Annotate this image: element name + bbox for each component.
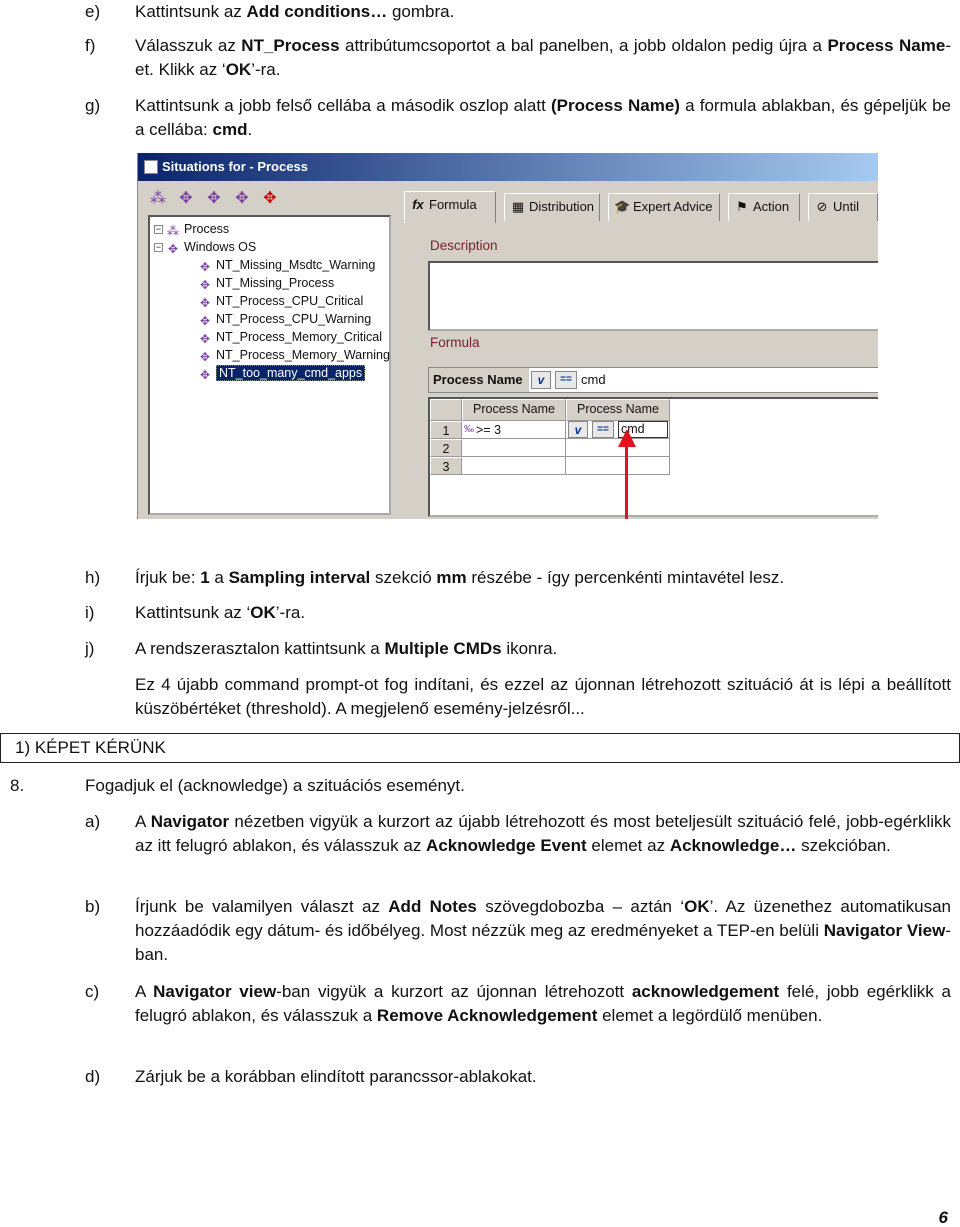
item-label: i) (85, 603, 95, 622)
text-run: nézetben vigyük a kurzort az újabb létrehozott és most beteljesült szituáció felé, jobb-egérklikk az itt felugró ablakon, és válasszuk az (135, 812, 951, 855)
tree-node-situation[interactable]: ✥ NT_Process_Memory_Warning (199, 348, 390, 364)
text-run: ’-ra. (275, 603, 306, 622)
situation-icon: ✥ (199, 314, 211, 328)
until-icon: ⊘ (816, 199, 828, 214)
create-situation-icon[interactable]: ✥ (179, 190, 193, 207)
row-number: 3 (430, 457, 462, 475)
item-text (135, 601, 951, 625)
tree-node-situation[interactable]: ✥ NT_Process_CPU_Warning (199, 312, 372, 328)
text-run: -ban vigyük a kurzort az újonnan létrehozott (276, 982, 632, 1001)
operator-button[interactable]: == (555, 371, 577, 389)
list-item-e (85, 0, 951, 24)
text-run: ’. Az üzenethez automatikusan hozzáadódik egy dátum- és időbélyeg. Most nézzük meg az eredményeket a TEP-en belüli (135, 897, 951, 940)
delete-situation-icon[interactable]: ✥ (263, 190, 277, 207)
item-text (135, 0, 951, 24)
bold-term: 1 (200, 568, 210, 587)
graduation-cap-icon: 🎓 (614, 199, 631, 214)
tab-expert-advice[interactable]: 🎓 Expert Advice (608, 193, 720, 221)
tree-node-situation[interactable]: ✥ NT_Process_CPU_Critical (199, 294, 364, 310)
red-arrow-shaft (625, 443, 628, 519)
text-run: Kattintsunk a jobb felső cellába a második oszlop alatt (135, 96, 551, 115)
situation-tool-icon[interactable]: ✥ (235, 190, 249, 207)
bold-term: cmd (212, 120, 248, 139)
cell-input-value[interactable]: cmd (618, 421, 668, 438)
tab-action[interactable]: ⚑ Action (728, 193, 800, 221)
text-run: ikonra. (501, 639, 558, 658)
item-label: j) (85, 639, 95, 658)
text-run: -ban. (135, 921, 951, 964)
item-label: a) (85, 812, 101, 831)
grid-cell[interactable]: ‰ >= 3 (462, 421, 566, 439)
bold-term: Add Notes (388, 897, 477, 916)
condition-icon: ‰ (464, 424, 474, 435)
window-icon (144, 160, 158, 174)
item-label: g) (85, 96, 101, 115)
formula-value: cmd (581, 372, 606, 387)
bold-term: OK (250, 603, 276, 622)
item-label: b) (85, 897, 101, 916)
text-run: a (209, 568, 229, 587)
text-run: szekcióban. (796, 836, 891, 855)
text-run: -et. Klikk az ‘ (135, 36, 951, 79)
formula-label: Formula (430, 335, 480, 350)
bold-term: NT_Process (241, 36, 340, 55)
item-label: d) (85, 1067, 101, 1086)
bold-term: Navigator View (823, 921, 946, 940)
distribution-icon: ▦ (511, 199, 525, 214)
bold-term: Multiple CMDs (384, 639, 502, 658)
grid-header[interactable]: Process Name (566, 399, 670, 421)
step-heading (10, 774, 950, 798)
situation-icon: ✥ (199, 350, 211, 364)
text-run: részébe - így percenkénti mintavétel lesz. (466, 568, 785, 587)
note-text: Ez 4 újabb command prompt-ot fog indítani, és ezzel az újonnan létrehozott szituáció át is lépi a beállított küszöbértéket (threshold). A megjelenő esemény-jelzésről... (135, 675, 951, 718)
text-run: elemet a legördülő menüben. (597, 1006, 823, 1025)
description-label: Description (430, 238, 498, 253)
situation-toolbar-icon[interactable]: ⁂ (150, 190, 166, 207)
bold-term: Acknowledge Event (426, 836, 587, 855)
tree-node-group[interactable]: − ✥ Windows OS (155, 240, 257, 256)
item-text (135, 1065, 951, 1089)
situation-icon: ✥ (199, 296, 211, 310)
process-folder-icon: ⁂ (167, 224, 179, 238)
text-run: szekció (370, 568, 437, 587)
text-run: Kattintsunk az (135, 2, 247, 21)
item-label: c) (85, 982, 100, 1001)
list-item-b (85, 895, 951, 967)
situation-icon: ✥ (199, 278, 211, 292)
text-run: ’-ra. (251, 60, 281, 79)
item-text (135, 980, 951, 1028)
text-run: szövegdobozba – aztán ‘ (476, 897, 685, 916)
situation-tree[interactable] (148, 215, 391, 515)
item-text (135, 34, 951, 82)
list-item-h (85, 566, 951, 590)
bold-term: (Process Name) (550, 96, 680, 115)
window-titlebar (138, 153, 878, 181)
formula-grid[interactable] (428, 397, 878, 517)
step-text: Fogadjuk el (acknowledge) a szituációs eseményt. (85, 776, 465, 795)
action-icon: ⚑ (736, 199, 748, 214)
tree-node-situation[interactable]: ✥ NT_Process_Memory_Critical (199, 330, 383, 346)
bold-term: mm (436, 568, 467, 587)
window-title: Situations for - Process (162, 159, 308, 174)
text-run: felé, jobb egérklikk a felugró ablakon, és válasszuk a (135, 982, 951, 1025)
collapse-icon[interactable]: − (155, 242, 162, 252)
step-number: 8. (10, 776, 25, 795)
tree-node-situation-selected[interactable]: ✥ NT_too_many_cmd_apps (198, 365, 365, 382)
item-text (135, 566, 951, 590)
bold-term: acknowledgement (631, 982, 780, 1001)
value-function-button[interactable]: v (531, 371, 551, 389)
text-run: gombra. (387, 2, 455, 21)
grid-cell[interactable] (566, 457, 670, 475)
collapse-icon[interactable]: − (155, 224, 162, 234)
bold-term: OK (225, 60, 252, 79)
tab-strip (404, 191, 878, 221)
image-caption-box: 1) KÉPET KÉRÜNK (0, 733, 960, 763)
text-run: Írjuk be: (135, 568, 201, 587)
text-run: Írjunk be valamilyen választ az (135, 897, 389, 916)
list-item-f (85, 34, 951, 82)
text-run: attribútumcsoportot a bal panelben, a jobb oldalon pedig újra a (339, 36, 828, 55)
bold-term: Remove Acknowledgement (376, 1006, 598, 1025)
bold-term: Add conditions… (246, 2, 388, 21)
text-run: . (247, 120, 253, 139)
bold-term: Acknowledge… (669, 836, 797, 855)
tree-node-situation[interactable]: ✥ NT_Missing_Process (199, 276, 335, 292)
bold-term: OK (684, 897, 710, 916)
formula-editor-bar[interactable] (428, 367, 878, 393)
grid-cell[interactable] (462, 439, 566, 457)
tab-until[interactable]: ⊘ Until (808, 193, 878, 221)
situation-icon: ✥ (199, 260, 211, 274)
text-run: A (135, 812, 151, 831)
text-run: elemet az (586, 836, 670, 855)
bold-term: Process Name (827, 36, 946, 55)
bold-term: Navigator view (153, 982, 277, 1001)
item-text (135, 810, 951, 858)
situation-group-icon: ✥ (167, 242, 179, 256)
row-number: 1 (430, 421, 462, 439)
bold-term: Sampling interval (228, 568, 371, 587)
text-run: a formula ablakban, és gépeljük be a cellába: (135, 96, 951, 139)
tree-node-root[interactable]: − ⁂ Process (155, 222, 230, 238)
item-label: h) (85, 568, 101, 587)
text-run: Kattintsunk az ‘ (135, 603, 251, 622)
list-item-c (85, 980, 951, 1028)
tab-formula[interactable]: fx Formula (404, 191, 496, 223)
page-number: 6 (938, 1208, 948, 1227)
grid-corner (430, 399, 462, 421)
item-label: e) (85, 2, 101, 21)
text-run: Zárjuk be a korábban elindított parancssor-ablakokat. (135, 1067, 537, 1086)
text-run: Válasszuk az (135, 36, 242, 55)
operator-button[interactable]: == (592, 421, 614, 438)
value-function-button[interactable]: v (568, 421, 588, 438)
note-paragraph (85, 673, 951, 721)
list-item-j (85, 637, 951, 661)
item-text (135, 637, 951, 661)
list-item-g (85, 94, 951, 142)
grid-header[interactable]: Process Name (462, 399, 566, 421)
bold-term: Navigator (150, 812, 230, 831)
copy-situation-icon[interactable]: ✥ (207, 190, 221, 207)
situations-dialog-screenshot (137, 153, 878, 519)
tree-node-situation[interactable]: ✥ NT_Missing_Msdtc_Warning (199, 258, 376, 274)
situation-icon: ✥ (199, 332, 211, 346)
text-run: A (135, 982, 154, 1001)
grid-cell[interactable] (462, 457, 566, 475)
tab-distribution[interactable]: ▦ Distribution (504, 193, 600, 221)
situation-icon: ✥ (199, 368, 211, 382)
list-item-a (85, 810, 951, 858)
item-text (135, 94, 951, 142)
item-text (135, 895, 951, 967)
row-number: 2 (430, 439, 462, 457)
description-input[interactable] (428, 261, 878, 331)
item-label: f) (85, 36, 96, 55)
list-item-d (85, 1065, 951, 1089)
fx-icon: fx (412, 197, 424, 212)
text-run: A rendszerasztalon kattintsunk a (135, 639, 385, 658)
formula-attribute: Process Name (429, 368, 529, 392)
list-item-i (85, 601, 951, 625)
